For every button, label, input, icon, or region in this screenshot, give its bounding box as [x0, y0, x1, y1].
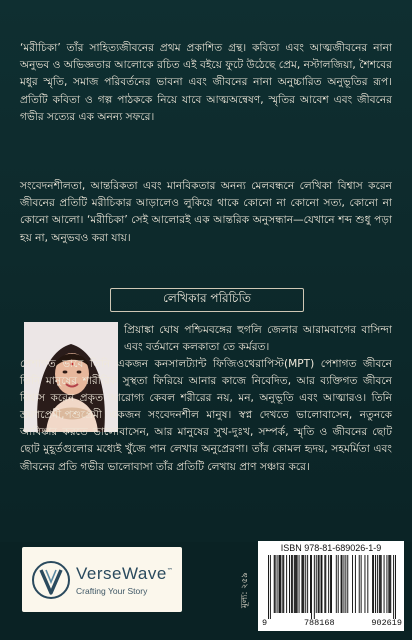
blurb-paragraph-1: ‘মরীচিকা’ তাঁর সাহিত্যজীবনের প্রথম প্রকাশিত গ্রন্থ। কবিতা এবং আত্মজীবনের নানা অনুভব ও অভিজ্ঞতার আলোকে রচিত এই বইয়ে ফুটে উঠেছে প্রেম, নস্টালজিয়া, শৈশবের মধুর স্মৃতি, সমাজ পরিবর্তনের ভাবনা এবং জীবনের নানা অনুচ্চারিত অনুভূতির রূপ। প্রতিটি কবিতা ও গল্প পাঠককে নিয়ে যাবে আত্মঅন্বেষণ, স্মৃতির আবেশ এবং জীবনের গভীর সত্যের এক অনন্য সফরে।	[20, 42, 392, 123]
trademark-symbol: ™	[166, 567, 173, 575]
barcode-bar	[277, 555, 278, 613]
barcode-bar	[324, 555, 325, 613]
barcode-bar	[361, 555, 362, 613]
publisher-tagline: Crafting Your Story	[76, 585, 148, 596]
barcode-bar	[375, 555, 376, 613]
barcode-bar	[395, 555, 396, 619]
barcode-bar	[311, 555, 312, 619]
barcode-bar	[347, 555, 348, 613]
barcode-bar	[318, 555, 319, 613]
barcode-bar	[280, 555, 281, 613]
barcode-bar	[303, 555, 304, 613]
barcode-bar	[316, 555, 317, 613]
publisher-wordmark	[76, 564, 173, 596]
isbn-barcode-panel	[258, 541, 404, 631]
barcode-bar	[355, 555, 356, 613]
barcode-bar	[319, 555, 320, 613]
barcode-bar	[388, 555, 389, 613]
barcode-bar	[295, 555, 296, 613]
barcode-image	[268, 555, 396, 619]
barcode-bar	[299, 555, 300, 613]
barcode-bar	[373, 555, 374, 613]
barcode-bar	[307, 555, 308, 613]
barcode-bar	[305, 555, 306, 613]
author-bio-details: পেশাগত ভাবে তিনি একজন কনসালট্যান্ট ফিজিওথেরাপিস্ট(MPT) পেশাগত জীবনে তিনি মানুষের শারীরিক সুস্থতা ফিরিয়ে আনার কাজে নিবেদিত, আর ব্যক্তিগত জীবনে বিশ্বাস করেন প্রকৃত আরোগ্য কেবল শরীরের নয়, মন, অনুভূতি এবং আত্মারও। তিনি ভ্রমণপ্রেমী,পশুপ্রেমী একজন সংবেদনশীল মানুষ। স্বপ্ন দেখতে ভালোবাসেন, নতুনকে আবিষ্কার করতে ভালোবাসেন, আর মানুষের সুখ-দুঃখ, সম্পর্ক, স্মৃতি ও জীবনের ছোট ছোট মুহূর্তগুলোর মধ্যেই খুঁজে পান লেখার অনুপ্রেরণা। তাঁর কোমল হৃদয়, সহমর্মিতা এবং জীবনের প্রতি গভীর ভালোবাসা তাঁর প্রতিটি লেখায় প্রাণ সঞ্চার করে।	[20, 358, 392, 473]
publisher-logo	[22, 547, 182, 612]
barcode-bar	[279, 555, 280, 613]
isbn-number: ISBN 978-81-689026-1-9	[280, 543, 382, 553]
barcode-bar	[384, 555, 385, 613]
barcode-bar	[321, 555, 322, 613]
barcode-bar	[289, 555, 290, 613]
publisher-name: VerseWave	[76, 563, 167, 583]
barcode-bar	[380, 555, 381, 613]
author-section-heading	[110, 288, 304, 312]
barcode-bar	[268, 555, 269, 619]
barcode-bar	[274, 555, 275, 613]
barcode-digit-prefix: 9	[262, 618, 268, 628]
barcode-bar	[302, 555, 303, 613]
barcode-bar	[296, 555, 297, 613]
barcode-bar	[338, 555, 339, 613]
barcode-bar	[342, 555, 343, 613]
barcode-bar	[330, 555, 331, 613]
barcode-bar	[359, 555, 360, 613]
barcode-bar	[286, 555, 287, 613]
barcode-bar	[292, 555, 293, 613]
barcode-bar	[352, 555, 353, 613]
barcode-bar	[367, 555, 368, 613]
barcode-bar	[301, 555, 302, 613]
barcode-bar	[372, 555, 373, 613]
barcode-bar	[386, 555, 387, 613]
author-heading-label: লেখিকার পরিচিতি	[163, 291, 251, 305]
author-bio-intro: প্রিয়াঙ্কা ঘোষ পশ্চিমবঙ্গের হুগলি জেলার আরামবাগের বাসিন্দা এবং বর্তমানে কলকাতা তে কর্মরত।	[124, 324, 392, 354]
barcode-bar	[279, 555, 280, 613]
barcode-bar	[321, 555, 322, 613]
barcode-bar	[275, 555, 276, 613]
barcode-digit-right: 902619	[371, 618, 402, 628]
barcode-bar	[331, 555, 332, 613]
barcode-bar	[328, 555, 329, 613]
barcode-bar	[343, 555, 344, 613]
barcode-bar	[310, 555, 311, 613]
barcode-digits	[262, 618, 402, 628]
barcode-digit-left: 788168	[303, 618, 335, 628]
publisher-v-logo-icon	[30, 557, 72, 603]
barcode-bar	[270, 555, 271, 619]
barcode-bar	[379, 555, 380, 613]
barcode-bar	[325, 555, 326, 613]
barcode-bar	[294, 555, 295, 613]
barcode-bar	[291, 555, 292, 613]
blurb-paragraph-2: সংবেদনশীলতা, আন্তরিকতা এবং মানবিকতার অনন্য মেলবন্ধনে লেখিকা বিশ্বাস করেন জীবনের প্রতিটি মরীচিকার আড়ালেও লুকিয়ে থাকে কোনো না কোনো সত্য, কোনো না কোনো আলো। ‘মরীচিকা’ সেই আলোরই এক আন্তরিক অনুসন্ধান—যেখানে শব্দ শুধু পড়া হয় না, অনুভবও করা যায়।	[20, 180, 392, 244]
barcode-bar	[389, 555, 390, 613]
barcode-bar	[297, 555, 298, 613]
barcode-bar	[381, 555, 382, 613]
barcode-bar	[336, 555, 337, 613]
barcode-bar	[314, 555, 315, 619]
barcode-bar	[345, 555, 346, 613]
barcode-bar	[341, 555, 342, 613]
barcode-bar	[283, 555, 284, 613]
barcode-bar	[390, 555, 391, 613]
barcode-bar	[393, 555, 394, 619]
barcode-bar	[282, 555, 283, 613]
price-label: মূল্য: ২৫৯	[240, 572, 250, 608]
barcode-bar	[377, 555, 378, 613]
barcode-bar	[364, 555, 365, 613]
